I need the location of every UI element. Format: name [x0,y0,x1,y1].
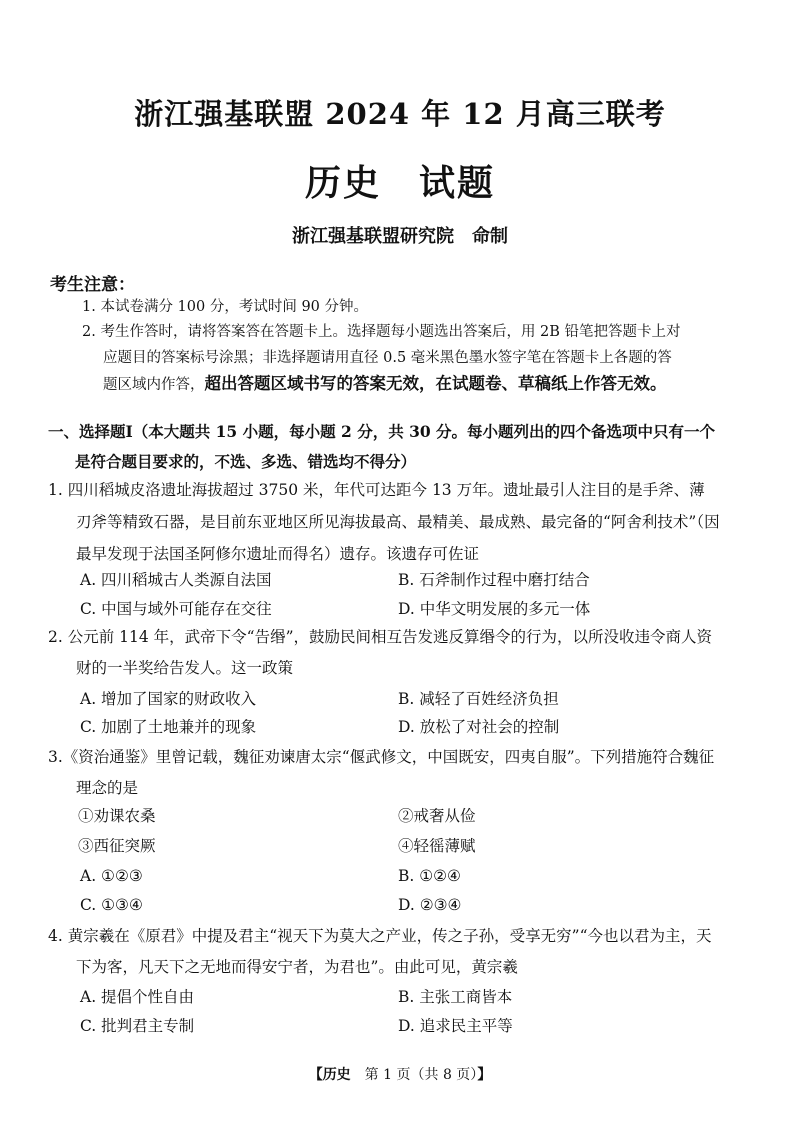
question-4-option-b: B. 主张工商皆本 [398,988,513,1006]
notice-emphasis-text: 超出答题区域书写的答案无效，在试题卷、草稿纸上作答无效。 [204,374,667,393]
section-heading-line-1: 一、选择题Ⅰ（本大题共 15 小题，每小题 2 分，共 30 分。每小题列出的四个备选项中只有一个 [48,422,716,441]
notice-plain-text: 题区域内作答， [103,377,205,393]
question-3-item-2: ②戒奢从俭 [398,807,476,825]
question-3-option-c: C. ①③④ [80,896,143,914]
notice-item-2 [82,319,732,398]
question-3-option-b: B. ①②④ [398,867,461,885]
notice-item-1: 1. 本试卷满分 100 分，考试时间 90 分钟。 [82,299,369,315]
question-4-option-d: D. 追求民主平等 [398,1017,513,1035]
question-1-line-3: 最早发现于法国圣阿修尔遗址而得名）遗存。该遗存可佐证 [76,545,480,563]
question-2-option-a: A. 增加了国家的财政收入 [80,690,257,708]
question-1-option-d: D. 中华文明发展的多元一体 [398,600,591,618]
question-2-line-2: 财的一半奖给告发人。这一政策 [76,659,294,677]
question-1-option-a: A. 四川稻城古人类源自法国 [80,571,272,589]
footer-bracket-right: 】 [477,1067,492,1083]
question-1-line-1: 1. 四川稻城皮洛遗址海拔超过 3750 米，年代可达距今 13 万年。遗址最引人注目的是手斧、薄 [48,481,705,499]
question-4-option-c: C. 批判君主专制 [80,1017,195,1035]
exam-title: 浙江强基联盟 2024 年 12 月高三联考 [134,97,666,131]
notice-heading: 考生注意： [50,275,135,295]
question-3-option-a: A. ①②③ [80,867,143,885]
question-4-line-1: 4. 黄宗羲在《原君》中提及君主“视天下为莫大之产业，传之子孙，受享无穷”“今也以君为主，天 [48,927,712,945]
issuer-line: 浙江强基联盟研究院 命制 [292,226,508,247]
question-2-option-d: D. 放松了对社会的控制 [398,718,560,736]
notice-item-2-line-1: 2. 考生作答时，请将答案答在答题卡上。选择题每小题选出答案后，用 2B 铅笔把答题卡上对 [82,324,681,340]
question-1-line-2: 刃斧等精致石器，是目前东亚地区所见海拔最高、最精美、最成熟、最完备的“阿舍利技术”（因 [76,513,720,531]
section-heading [48,417,748,477]
question-3-option-d: D. ②③④ [398,896,462,914]
notice-item-2-line-2: 应题目的答案标号涂黑；非选择题请用直径 0.5 毫米黑色墨水签字笔在答题卡上各题的答 [103,350,672,366]
question-2-option-b: B. 减轻了百姓经济负担 [398,690,559,708]
notice-item-2-line-3 [82,371,732,398]
page-footer [0,1064,800,1084]
question-3-line-1: 3.《资治通鉴》里曾记载，魏征劝谏唐太宗“偃武修文，中国既安，四夷自服”。下列措施符合魏征 [48,748,715,766]
question-3-line-2: 理念的是 [76,779,139,797]
footer-bracket-left: 【 [308,1067,323,1083]
question-3-item-3: ③西征突厥 [78,837,156,855]
question-4-line-2: 下为客，凡天下之无地而得安宁者，为君也”。由此可见，黄宗羲 [76,958,518,976]
question-1-option-c: C. 中国与域外可能存在交往 [80,600,272,618]
question-3-item-1: ①劝课农桑 [78,807,156,825]
question-2-line-1: 2. 公元前 114 年，武帝下令“告缗”，鼓励民间相互告发逃反算缗令的行为，以所没收违令商人资 [48,628,713,646]
footer-page-info: 第 1 页（共 8 页） [350,1067,478,1083]
question-4-option-a: A. 提倡个性自由 [80,988,195,1006]
footer-subject: 历史 [322,1067,351,1083]
subject-title: 历史 试题 [304,162,495,204]
question-1-option-b: B. 石斧制作过程中磨打结合 [398,571,590,589]
section-heading-line-2: 是符合题目要求的，不选、多选、错选均不得分） [75,452,417,471]
question-3-item-4: ④轻徭薄赋 [398,837,476,855]
question-2-option-c: C. 加剧了土地兼并的现象 [80,718,257,736]
